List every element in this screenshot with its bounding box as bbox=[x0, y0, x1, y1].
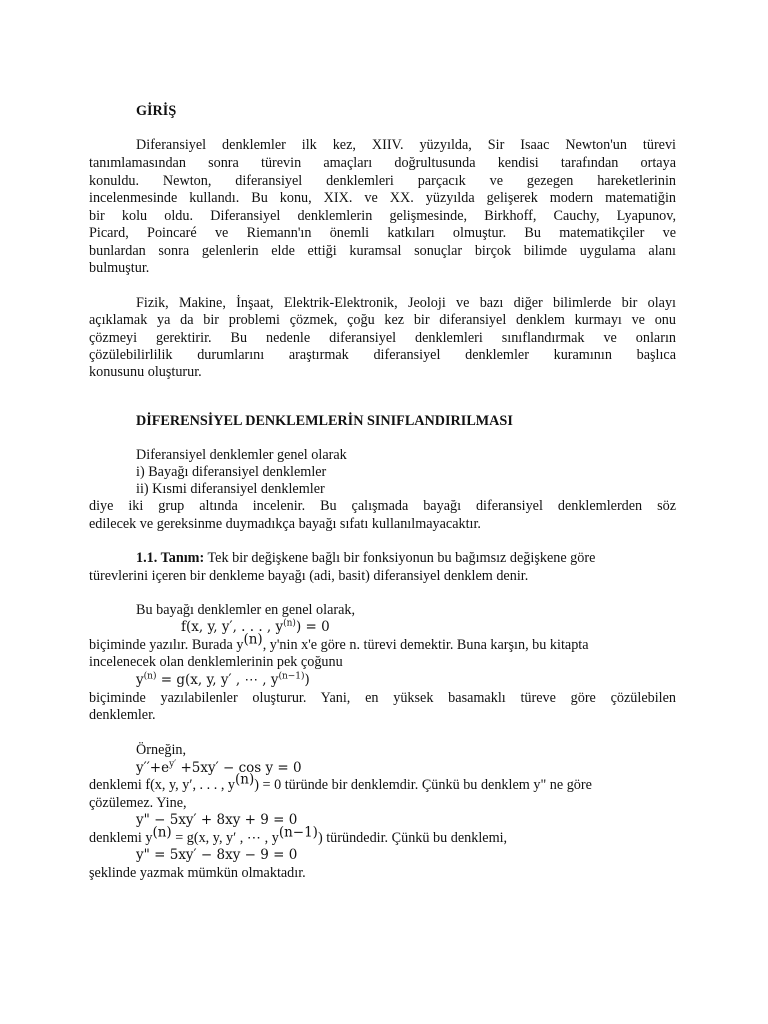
general-intro: Bu bayağı denklemler en genel olarak, bbox=[136, 602, 356, 618]
p1-line: Picard, Poincaré ve Riemann'ın önemli katkıları olmuştur. Bu matematikçiler ve bbox=[89, 225, 676, 241]
equation-example-3: y" = 5xy′ − 8xy − 9 = 0 bbox=[136, 847, 298, 863]
p1-line: incelenmesinde kullandı. Bu konu, XIX. ve XX. yüzyılda gelişerek modern matematiğin bbox=[89, 190, 676, 206]
definition-label: 1.1. Tanım: bbox=[136, 550, 205, 566]
text-line: incelenecek olan denklemlerinin pek çoğunu bbox=[89, 654, 343, 670]
equation-example-1: $y''+e^{y'} +5xy' - \cos y = 0$ bbox=[136, 759, 302, 776]
section-heading: DİFERENSİYEL DENKLEMLERİN SINIFLANDIRILMASI bbox=[136, 413, 513, 429]
p1-line: Diferansiyel denklemler ilk kez, XIIV. yüzyılda, Sir Isaac Newton'un türevi bbox=[136, 137, 676, 153]
p2-line: açıklamak ya da bir problemi çözmek, çoğu kez bir diferansiyel denklem kurmayı ve onu bbox=[89, 312, 676, 328]
list-intro: Diferansiyel denklemler genel olarak bbox=[136, 447, 347, 463]
p3-line: edilecek ve gereksinme duymadıkça bayağı sıfatı kullanılmayacaktır. bbox=[89, 516, 481, 532]
definition-line: türevlerini içeren bir denkleme bayağı (adi, basit) diferansiyel denklem denir. bbox=[89, 568, 529, 584]
p2-line: konusunu oluşturur. bbox=[89, 364, 202, 380]
text-line: şeklinde yazmak mümkün olmaktadır. bbox=[89, 865, 306, 881]
p1-line: tanımlamasından sonra türevin amaçları doğrultusunda kendisi tarafından ortaya bbox=[89, 155, 676, 171]
p2-line: çözmeyi gerektirir. Bu nedenle diferansiyel denklemleri sınıflandırmak ve onların bbox=[89, 330, 676, 346]
list-item: ii) Kısmi diferansiyel denklemler bbox=[136, 481, 325, 497]
p3-line: diye iki grup altında incelenir. Bu çalışmada bayağı diferansiyel denklemlerden söz bbox=[89, 498, 676, 514]
text-line: denklemler. bbox=[89, 707, 156, 723]
definition-text: Tek bir değişkene bağlı bir fonksiyonun bu bağımsız değişkene göre bbox=[204, 550, 596, 566]
intro-heading: GİRİŞ bbox=[136, 103, 177, 119]
text-line: denklemi f(x, y, y′, . . . , $y^{(n)}) = 0$ türünde bir denklemdir. Çünkü bu denklem y" ne göre bbox=[89, 771, 592, 793]
equation-example-2: y" − 5xy′ + 8xy + 9 = 0 bbox=[136, 812, 298, 828]
p1-line: konuldu. Newton, diferansiyel denklemleri parçacık ve gezegen hareketlerinin bbox=[89, 173, 676, 189]
p2-line: çözülebilirlilik durumlarını araştırmak diferansiyel denklemler kuramının başlıca bbox=[89, 347, 676, 363]
p1-line: bunlardan sonra gelenlerin elde ettiği kuramsal sonuçlar birçok bilimde uygulama alanı bbox=[89, 243, 676, 259]
text-line: biçiminde yazılır. Burada $y^{(n)}$, y'nin x'e göre n. türevi demektir. Buna karşın, bu kitapta bbox=[89, 631, 589, 653]
text-line: çözülemez. Yine, bbox=[89, 795, 187, 811]
example-intro: Örneğin, bbox=[136, 742, 187, 758]
text-line: denklemi $y^{(n)} = g(x$, y, y′ , ⋯ , $y^{(n-1)}$) türündedir. Çünkü bu denklemi, bbox=[89, 824, 508, 846]
p1-line: bir kolu oldu. Diferansiyel denklemlerin gelişmesinde, Birkhoff, Cauchy, Lyapunov, bbox=[89, 208, 676, 224]
p2-line: Fizik, Makine, İnşaat, Elektrik-Elektronik, Jeoloji ve bazı diğer bilimlerde bir olayı bbox=[136, 295, 676, 311]
document-page bbox=[89, 0, 676, 1024]
equation-general: f(x, y, y′, . . . , $y^{(n)}) = 0$ bbox=[181, 618, 330, 635]
text-line: biçiminde yazılabilenler oluşturur. Yani, en yüksek basamaklı türeve göre çözülebilen bbox=[89, 690, 676, 706]
definition-line bbox=[136, 549, 595, 567]
list-item: i) Bayağı diferansiyel denklemler bbox=[136, 464, 327, 480]
equation-solved-form: $y^{(n)} = g(x$, y, y′ , ⋯ , $y^{(n-1)}$) bbox=[136, 671, 310, 688]
p1-line: bulmuştur. bbox=[89, 260, 150, 276]
